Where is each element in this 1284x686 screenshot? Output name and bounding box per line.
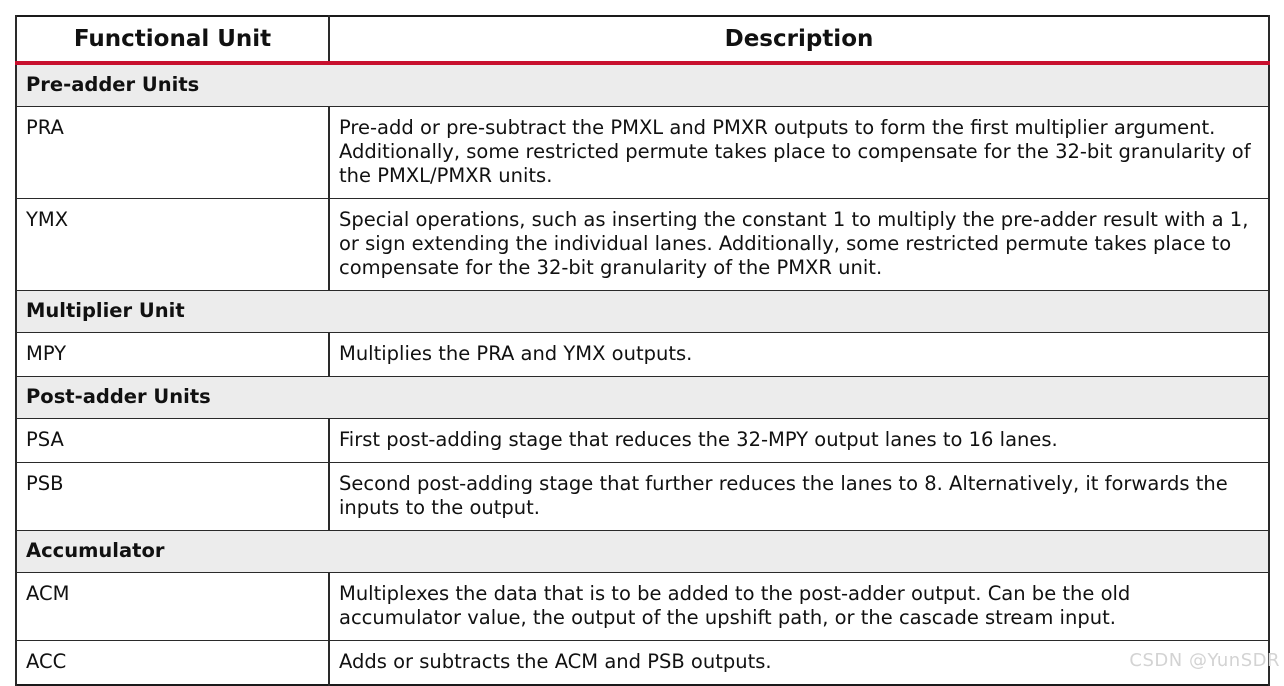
section-row	[16, 377, 1269, 419]
section-title: Pre-adder Units	[16, 63, 1269, 107]
table-row	[16, 463, 1269, 531]
unit-cell: PSA	[16, 419, 329, 463]
unit-cell: YMX	[16, 199, 329, 291]
section-row	[16, 531, 1269, 573]
header-description: Description	[329, 16, 1269, 63]
description-cell: Special operations, such as inserting the constant 1 to multiply the pre-adder result with a 1, or sign extending the individual lanes. Additionally, some restricted permute takes place to compensate for the 32-bit granularity of the PMXR unit.	[329, 199, 1269, 291]
header-functional-unit: Functional Unit	[16, 16, 329, 63]
description-cell: Pre-add or pre-subtract the PMXL and PMXR outputs to form the first multiplier argument. Additionally, some restricted permute takes place to compensate for the 32-bit granularity of the PMXL/PMXR units.	[329, 107, 1269, 199]
table-row	[16, 419, 1269, 463]
unit-cell: PSB	[16, 463, 329, 531]
table-header-row	[16, 16, 1269, 63]
description-cell: Adds or subtracts the ACM and PSB outputs.	[329, 641, 1269, 686]
section-title: Post-adder Units	[16, 377, 1269, 419]
table-row	[16, 333, 1269, 377]
unit-cell: PRA	[16, 107, 329, 199]
description-cell: Multiplexes the data that is to be added to the post-adder output. Can be the old accumulator value, the output of the upshift path, or the cascade stream input.	[329, 573, 1269, 641]
unit-cell: ACM	[16, 573, 329, 641]
section-row	[16, 291, 1269, 333]
section-row	[16, 63, 1269, 107]
table-row	[16, 573, 1269, 641]
description-cell: Second post-adding stage that further reduces the lanes to 8. Alternatively, it forwards the inputs to the output.	[329, 463, 1269, 531]
description-cell: Multiplies the PRA and YMX outputs.	[329, 333, 1269, 377]
description-cell: First post-adding stage that reduces the 32-MPY output lanes to 16 lanes.	[329, 419, 1269, 463]
functional-units-table	[15, 15, 1270, 686]
section-title: Multiplier Unit	[16, 291, 1269, 333]
table-row	[16, 641, 1269, 686]
unit-cell: ACC	[16, 641, 329, 686]
unit-cell: MPY	[16, 333, 329, 377]
table-row	[16, 107, 1269, 199]
section-title: Accumulator	[16, 531, 1269, 573]
watermark: CSDN @YunSDR	[1129, 650, 1280, 671]
table-row	[16, 199, 1269, 291]
